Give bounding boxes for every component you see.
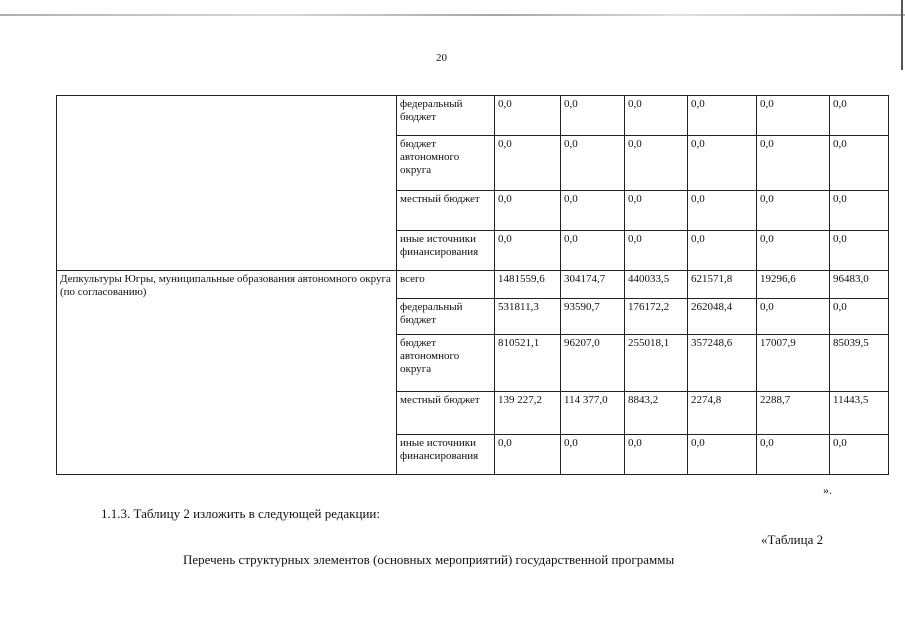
page-number: 20 [436,52,447,64]
value-cell: 0,0 [688,191,757,231]
source-cell: федеральный бюджет [397,96,495,136]
value-cell: 304174,7 [561,271,625,299]
value-cell: 0,0 [561,231,625,271]
value-cell: 2288,7 [757,392,830,435]
value-cell: 0,0 [625,96,688,136]
value-cell: 0,0 [561,96,625,136]
value-cell: 0,0 [561,136,625,191]
amendment-instruction: 1.1.3. Таблицу 2 изложить в следующей редакции: [101,506,380,521]
value-cell: 96207,0 [561,335,625,392]
value-cell: 0,0 [625,231,688,271]
value-cell: 262048,4 [688,299,757,335]
value-cell: 810521,1 [495,335,561,392]
value-cell: 0,0 [495,96,561,136]
value-cell: 0,0 [495,231,561,271]
closing-quote: ». [823,483,832,497]
value-cell: 0,0 [757,435,830,475]
value-cell: 0,0 [757,231,830,271]
value-cell: 440033,5 [625,271,688,299]
value-cell: 0,0 [757,96,830,136]
value-cell: 0,0 [757,136,830,191]
value-cell: 0,0 [561,435,625,475]
table-row [57,271,889,299]
value-cell: 1481559,6 [495,271,561,299]
source-cell: всего [397,271,495,299]
source-cell: местный бюджет [397,191,495,231]
value-cell: 0,0 [625,435,688,475]
value-cell: 0,0 [495,191,561,231]
value-cell: 139 227,2 [495,392,561,435]
section-heading: Перечень структурных элементов (основных мероприятий) государственной программы [183,552,675,567]
value-cell: 0,0 [757,299,830,335]
value-cell: 0,0 [625,136,688,191]
executor-cell: Депкультуры Югры, муниципальные образования автономного округа (по согласованию) [57,271,397,475]
source-cell: федеральный бюджет [397,299,495,335]
value-cell: 85039,5 [830,335,889,392]
source-cell: иные источники финансирования [397,231,495,271]
value-cell: 0,0 [688,136,757,191]
value-cell: 19296,6 [757,271,830,299]
source-cell: бюджет автономного округа [397,136,495,191]
source-cell: местный бюджет [397,392,495,435]
value-cell: 357248,6 [688,335,757,392]
value-cell: 2274,8 [688,392,757,435]
value-cell: 176172,2 [625,299,688,335]
value-cell: 0,0 [561,191,625,231]
value-cell: 0,0 [830,191,889,231]
table-row [57,96,889,136]
source-cell: бюджет автономного округа [397,335,495,392]
value-cell: 0,0 [830,299,889,335]
value-cell: 0,0 [830,136,889,191]
scan-edge [0,14,905,16]
value-cell: 0,0 [830,96,889,136]
value-cell: 0,0 [688,435,757,475]
value-cell: 0,0 [688,231,757,271]
value-cell: 0,0 [495,435,561,475]
value-cell: 621571,8 [688,271,757,299]
value-cell: 114 377,0 [561,392,625,435]
value-cell: 0,0 [830,231,889,271]
value-cell: 17007,9 [757,335,830,392]
table-reference: «Таблица 2 [761,532,824,547]
value-cell: 0,0 [625,191,688,231]
budget-table [56,95,889,475]
value-cell: 0,0 [757,191,830,231]
value-cell: 8843,2 [625,392,688,435]
executor-cell-empty [57,96,397,271]
value-cell: 531811,3 [495,299,561,335]
value-cell: 0,0 [688,96,757,136]
scan-edge-right [901,0,903,70]
value-cell: 11443,5 [830,392,889,435]
value-cell: 0,0 [495,136,561,191]
value-cell: 255018,1 [625,335,688,392]
value-cell: 96483,0 [830,271,889,299]
value-cell: 93590,7 [561,299,625,335]
source-cell: иные источники финансирования [397,435,495,475]
value-cell: 0,0 [830,435,889,475]
